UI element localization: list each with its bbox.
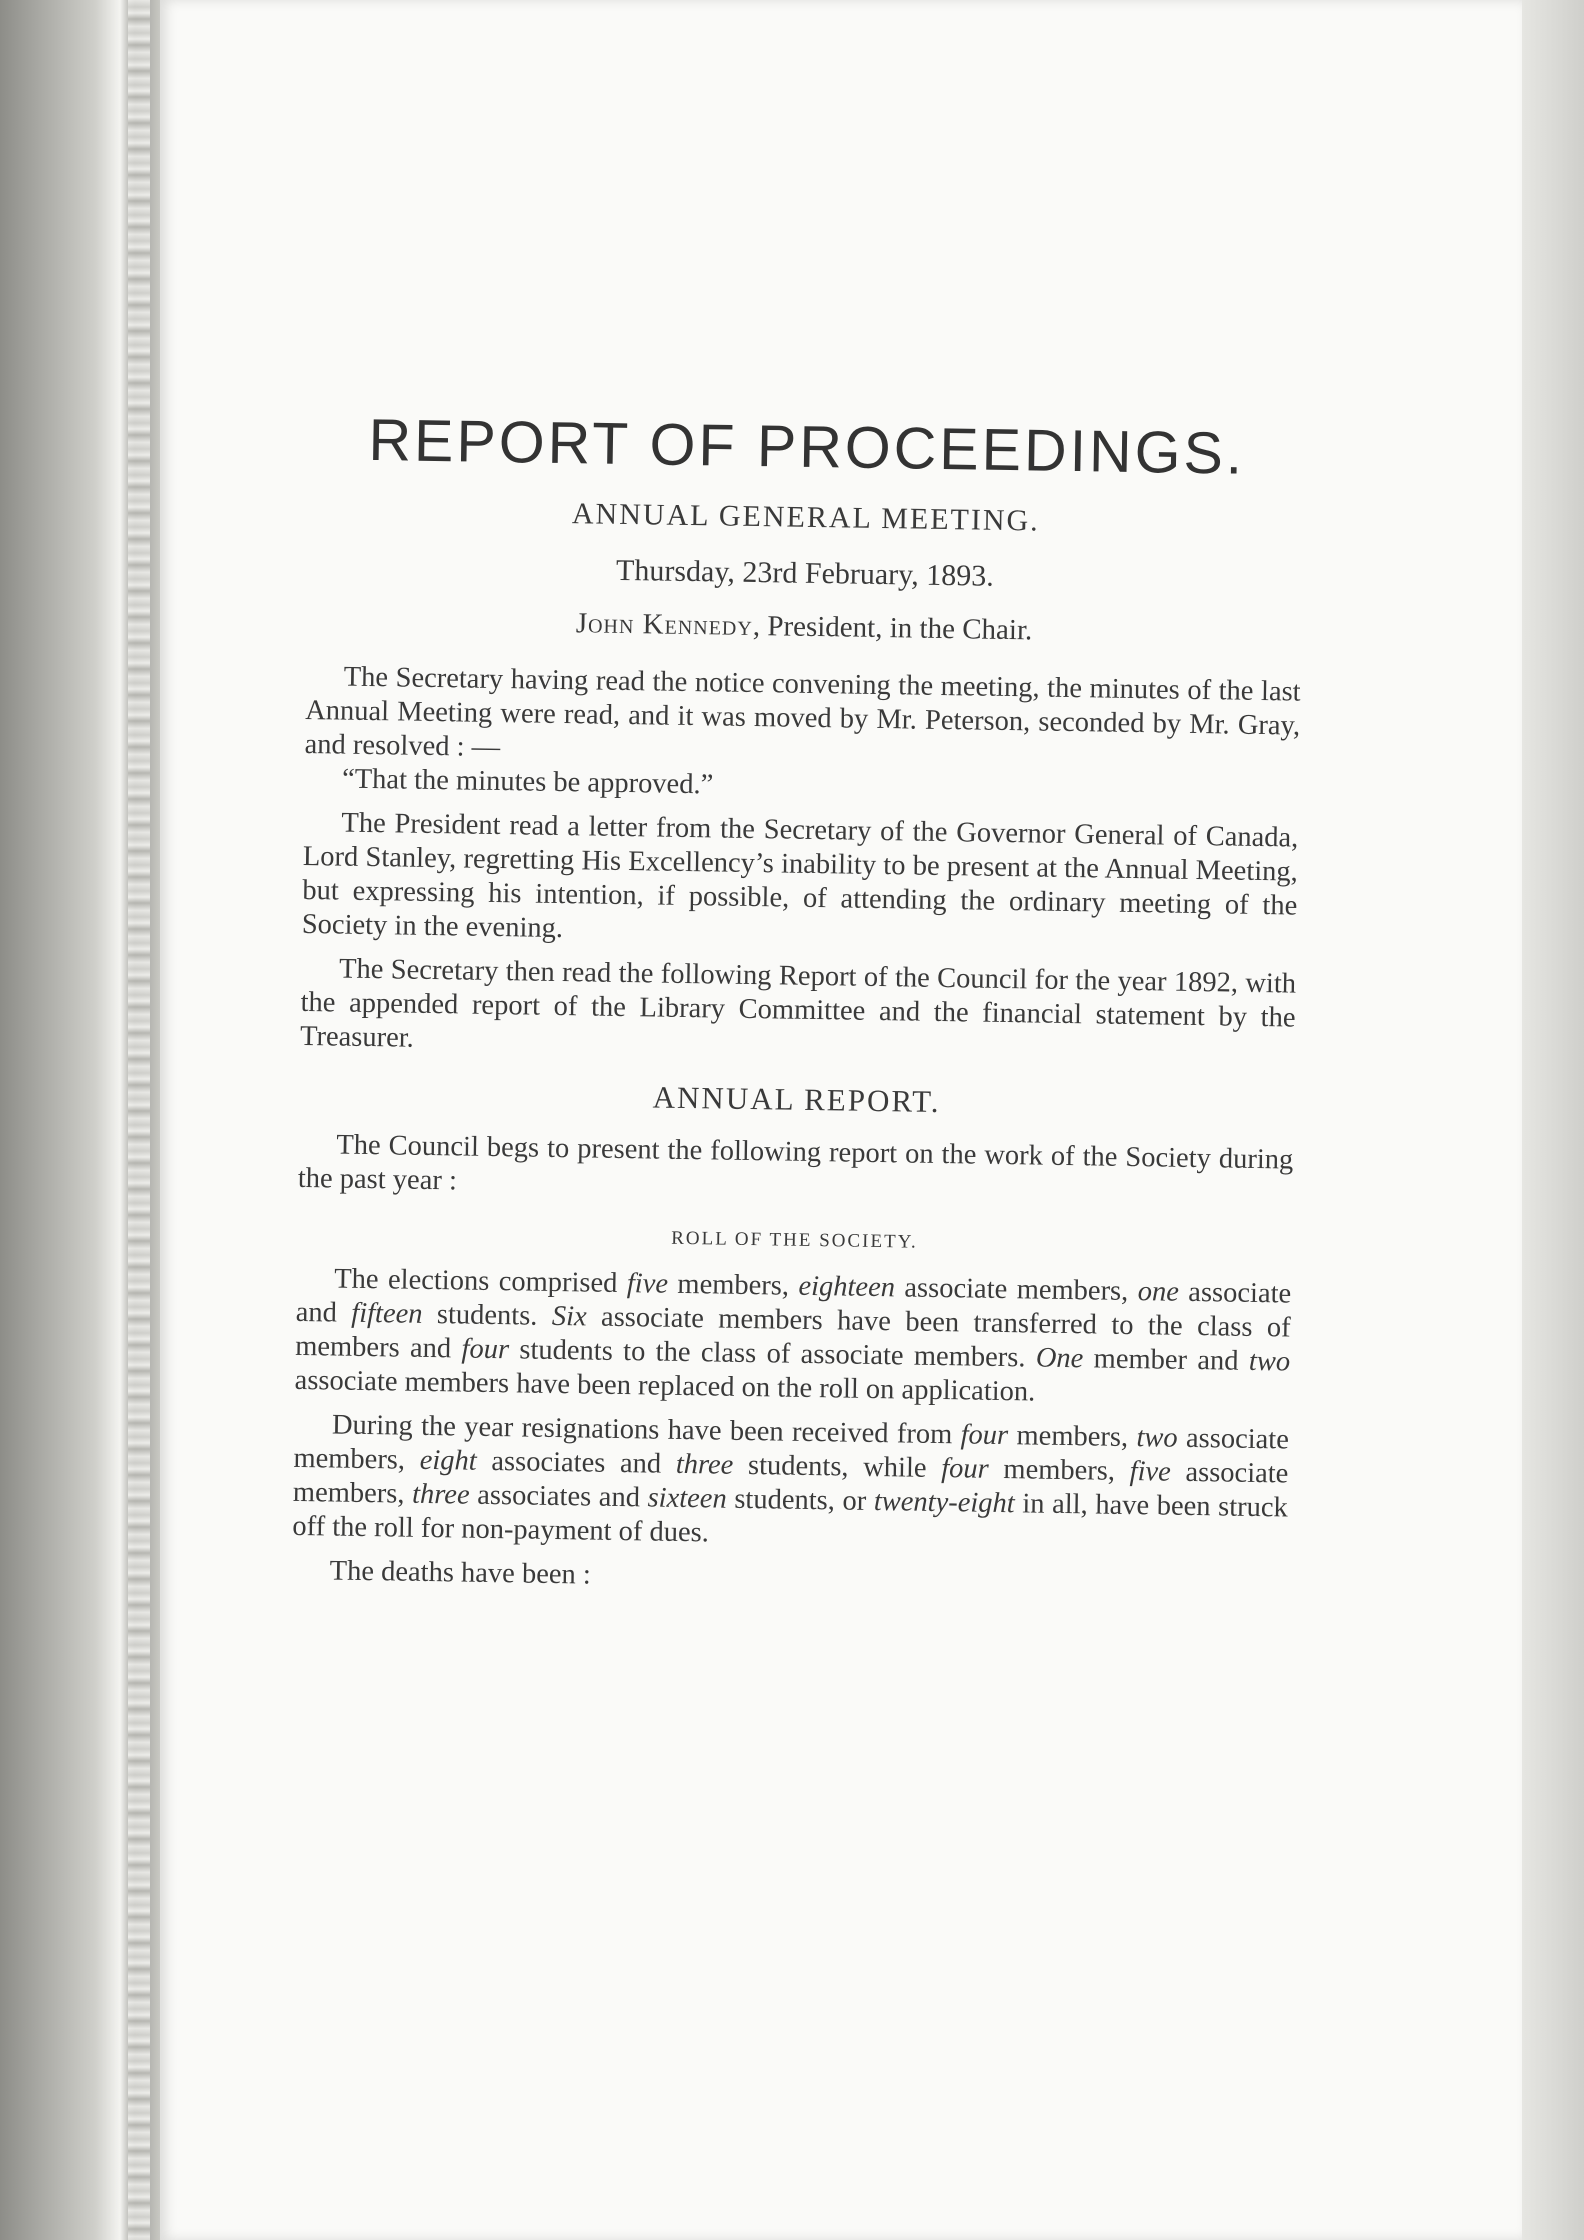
paragraph-annual-report-intro: The Council begs to present the following report on the work of the Society during the past year : [297,1129,1294,1197]
page-title: REPORT OF PROCEEDINGS. [368,406,1246,487]
paragraph-deaths: The deaths have been : [329,1555,592,1591]
page-stack-edge [128,0,150,2240]
paragraph-elections: The elections comprised five members, eighteen associate members, one associate and fifteen students. Six associate members have been transferred to the class of members and four students to the class of associate members. One member and two associate members have been replaced on the roll on application. [294,1263,1292,1408]
page-right-edge [1522,0,1584,2240]
chair-line [306,603,1301,652]
meeting-date: Thursday, 23rd February, 1893. [615,553,994,593]
paragraph-resolution-quote: “That the minutes be approved.” [341,763,714,801]
meeting-heading: ANNUAL GENERAL MEETING. [571,497,1040,538]
chair-role: , President, in the Chair. [752,609,1033,647]
paragraph-minutes: The Secretary having read the notice convening the meeting, the minutes of the last Annual Meeting were read, and it was moved by Mr. Peterson, seconded by Mr. Gray, and resolved : — [304,661,1301,764]
page-content [291,405,1304,1603]
paragraph-council-report: The Secretary then read the following Report of the Council for the year 1892, with the appended report of the Library Committee and the financial statement by the Treasurer. [299,953,1297,1054]
roll-heading: ROLL OF THE SOCIETY. [671,1227,918,1253]
book-page [160,0,1522,2240]
president-name: John Kennedy [575,607,754,642]
paragraph-resignations: During the year resignations have been received from four members, two associate members, eight associates and three students, while four members, five associate members, three associates and sixteen students, or twenty-eight in all, have been struck off the roll for non-payment of dues. [292,1409,1290,1549]
paragraph-governor-letter: The President read a letter from the Secretary of the Governor General of Canada, Lord Stanley, regretting His Excellency’s inability to be present at the Annual Meeting, but expressing his intention, if possible, of attending the ordinary meeting of the Society in the evening. [301,807,1299,945]
annual-report-heading: ANNUAL REPORT. [652,1079,941,1119]
